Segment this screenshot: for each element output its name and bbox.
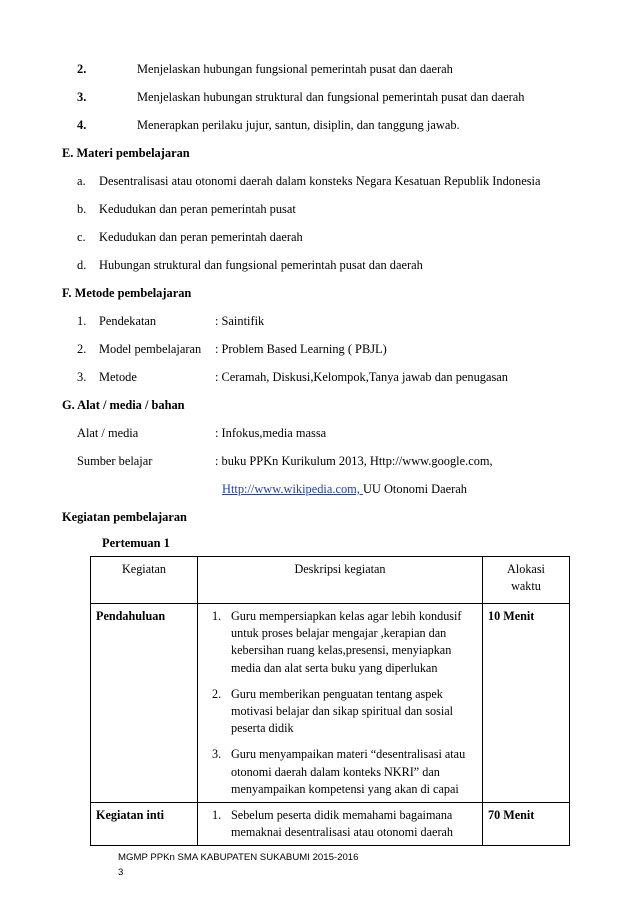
step-number: 1. (212, 808, 222, 823)
header-alokasi (483, 557, 570, 604)
metode-item-number: 2. (77, 342, 87, 356)
objective-number: 2. (77, 62, 87, 76)
row-kegiatan-name: Pendahuluan (91, 604, 198, 803)
wikipedia-link[interactable]: Http://www.wikipedia.com, (222, 482, 363, 496)
materi-item-text: Desentralisasi atau otonomi daerah dalam konsteks Negara Kesatuan Republik Indonesia (99, 174, 541, 188)
materi-item-marker: b. (77, 202, 87, 216)
section-heading-materi: E. Materi pembelajaran (62, 146, 190, 160)
sumber-value: : buku PPKn Kurikulum 2013, Http://www.google.com, (215, 454, 493, 468)
metode-item-label: Model pembelajaran (99, 342, 202, 356)
materi-item-text: Hubungan struktural dan fungsional pemerintah pusat dan daerah (99, 258, 423, 272)
table-row (91, 604, 570, 803)
row-deskripsi (198, 604, 483, 803)
objective-number: 3. (77, 90, 87, 104)
metode-item-label: Pendekatan (99, 314, 157, 328)
row-deskripsi (198, 803, 483, 846)
metode-item-value: : Ceramah, Diskusi,Kelompok,Tanya jawab dan penugasan (215, 370, 508, 384)
metode-item-value: : Problem Based Learning ( PBJL) (215, 342, 387, 356)
sumber-tail-text: UU Otonomi Daerah (362, 482, 467, 496)
step-item (212, 807, 477, 841)
row-kegiatan-name: Kegiatan inti (91, 803, 198, 846)
metode-item-label: Metode (99, 370, 137, 384)
materi-item-marker: a. (77, 174, 86, 188)
step-text: Sebelum peserta didik memahami bagaimana memaknai desentralisasi atau otonomi daerah (231, 808, 454, 840)
header-deskripsi: Deskripsi kegiatan (198, 557, 483, 604)
row-waktu: 10 Menit (483, 604, 570, 803)
row-waktu: 70 Menit (483, 803, 570, 846)
sumber-label: Sumber belajar (77, 454, 153, 468)
table-header-row (91, 557, 570, 604)
objective-text: Menerapkan perilaku jujur, santun, disiplin, dan tanggung jawab. (137, 118, 460, 132)
materi-item-marker: d. (77, 258, 87, 272)
step-number: 1. (212, 609, 222, 623)
header-alokasi-line1: Alokasi (507, 562, 545, 576)
step-item (212, 686, 477, 738)
metode-item-number: 1. (77, 314, 87, 328)
pertemuan-heading: Pertemuan 1 (102, 536, 170, 550)
materi-item-text: Kedudukan dan peran pemerintah pusat (99, 202, 296, 216)
step-item (212, 608, 477, 677)
metode-item-number: 3. (77, 370, 87, 384)
sumber-continuation (222, 482, 467, 497)
metode-item-value: : Saintifik (215, 314, 265, 328)
header-alokasi-line2: waktu (511, 579, 541, 594)
objective-text: Menjelaskan hubungan struktural dan fungsional pemerintah pusat dan daerah (137, 90, 525, 104)
kegiatan-heading: Kegiatan pembelajaran (62, 510, 187, 524)
step-text: Guru menyampaikan materi “desentralisasi atau otonomi daerah dalam konteks NKRI” dan menyampaikan kompetensi yang akan di capai (231, 747, 466, 796)
page-number: 3 (118, 867, 124, 878)
alat-label: Alat / media (77, 426, 139, 440)
step-text: Guru mempersiapkan kelas agar lebih kondusif untuk proses belajar mengajar ,kerapian dan kebersihan ruang kelas,presensi, menyiapkan media dan alat serta buku yang diperlukan (231, 609, 462, 675)
step-item (212, 746, 477, 798)
step-number: 3. (212, 747, 222, 762)
kegiatan-table (90, 556, 570, 846)
materi-item-text: Kedudukan dan peran pemerintah daerah (99, 230, 303, 244)
section-heading-alat: G. Alat / media / bahan (62, 398, 185, 412)
step-number: 2. (212, 686, 222, 701)
footer-text: MGMP PPKn SMA KABUPATEN SUKABUMI 2015-2016 (118, 852, 359, 863)
objective-number: 4. (77, 118, 87, 132)
section-heading-metode: F. Metode pembelajaran (62, 286, 192, 300)
header-kegiatan: Kegiatan (91, 557, 198, 604)
step-text: Guru memberikan penguatan tentang aspek motivasi belajar dan sikap spiritual dan sosial peserta didik (231, 686, 454, 736)
alat-value: : Infokus,media massa (215, 426, 327, 440)
table-row (91, 803, 570, 846)
materi-item-marker: c. (77, 230, 86, 244)
objective-text: Menjelaskan hubungan fungsional pemerintah pusat dan daerah (137, 62, 453, 76)
